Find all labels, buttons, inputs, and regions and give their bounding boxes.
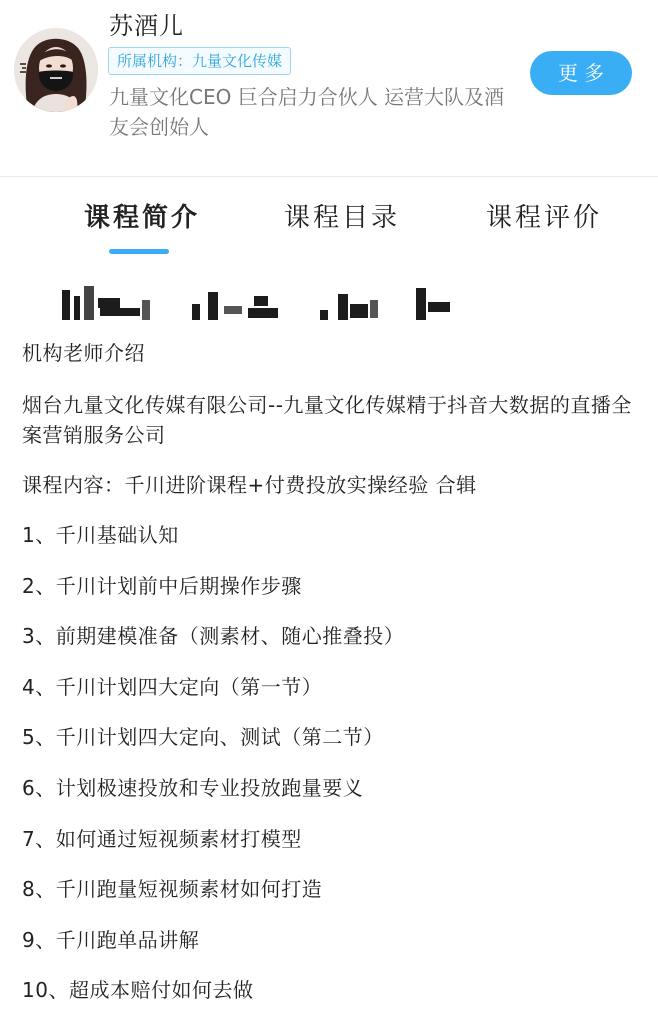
more-button[interactable]: 更多 — [530, 51, 632, 95]
list-item: 1、千川基础认知 — [22, 523, 179, 547]
list-item: 2、千川计划前中后期操作步骤 — [22, 573, 302, 598]
org-badge[interactable]: 所属机构：九量文化传媒 — [108, 47, 291, 75]
list-item: 6、计划极速投放和专业投放跑量要义 — [22, 775, 364, 800]
instructor-name: 苏酒儿 — [109, 12, 184, 40]
tab-course-reviews[interactable]: 课程评价 — [486, 203, 603, 233]
profile-header — [0, 0, 658, 176]
avatar-portrait-icon — [14, 28, 98, 112]
list-item: 8、千川跑量短视频素材如何打造 — [22, 877, 323, 902]
list-item: 4、千川计划四大定向（第一节） — [22, 674, 323, 699]
obscured-title-image — [48, 282, 468, 326]
instructor-bio: 九量文化CEO 巨合启力合伙人 运营大队及酒友会创始人 — [109, 85, 505, 139]
list-item: 9、千川跑单品讲解 — [22, 927, 200, 952]
tab-course-intro[interactable]: 课程简介 — [84, 203, 201, 233]
tab-course-catalog[interactable]: 课程目录 — [284, 203, 401, 233]
list-item: 3、前期建模准备（测素材、随心推叠投） — [22, 624, 405, 649]
list-item: 7、如何通过短视频素材打模型 — [22, 826, 302, 851]
course-description — [22, 338, 642, 1026]
course-tabs — [0, 177, 658, 255]
course-summary: 课程内容：千川进阶课程+付费投放实操经验 合辑 — [22, 473, 477, 497]
intro-heading: 机构老师介绍 — [22, 341, 145, 365]
active-tab-indicator — [109, 249, 169, 254]
avatar[interactable] — [14, 28, 98, 112]
list-item: 5、千川计划四大定向、测试（第二节） — [22, 725, 384, 750]
company-description: 烟台九量文化传媒有限公司--九量文化传媒精于抖音大数据的直播全案营销服务公司 — [22, 393, 632, 447]
list-item: 10、超成本赔付如何去做 — [22, 978, 254, 1003]
